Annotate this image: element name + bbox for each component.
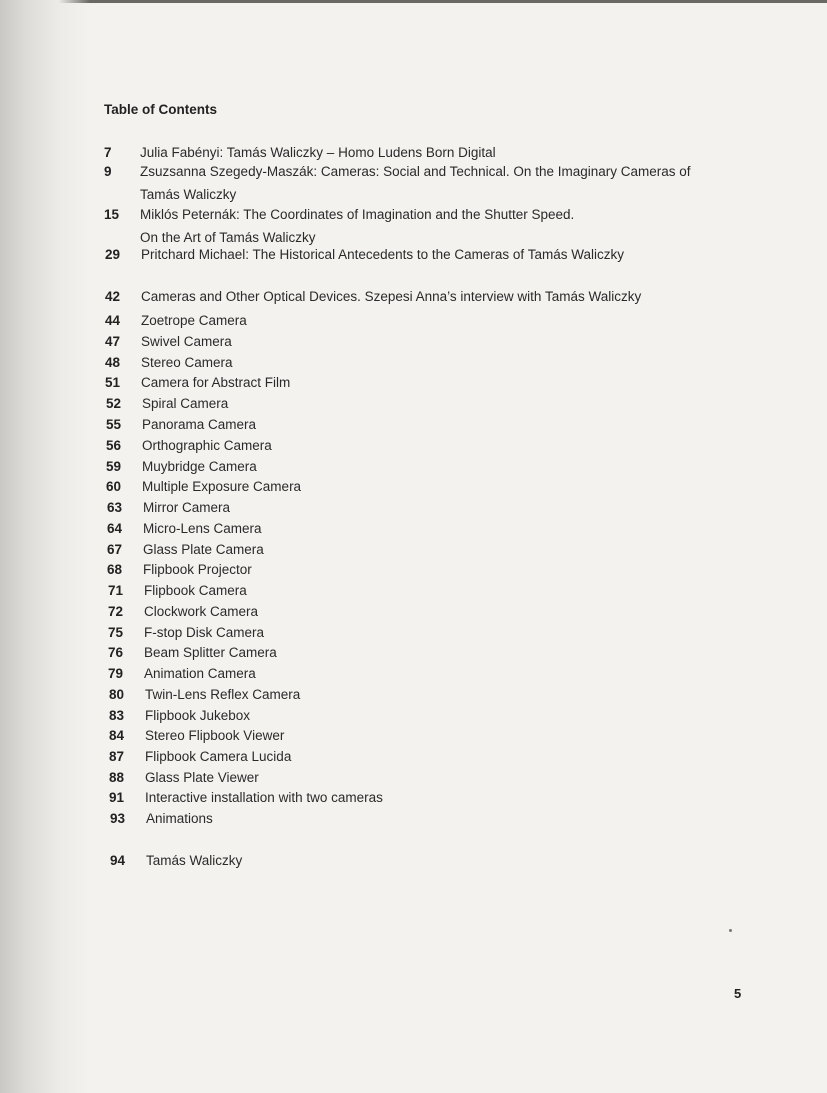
toc-entry [109, 683, 300, 706]
toc-entry-title: Glass Plate Camera [143, 542, 264, 557]
toc-page-number: 87 [109, 749, 125, 764]
toc-entry-title-line-2: On the Art of Tamás Waliczky [140, 230, 316, 245]
toc-page-number: 83 [109, 708, 125, 723]
toc-page-number: 59 [106, 459, 122, 474]
toc-entry-title: Micro-Lens Camera [143, 521, 262, 536]
toc-entry [105, 243, 624, 266]
page-top-edge [0, 0, 827, 3]
toc-entry-title: Spiral Camera [142, 396, 229, 411]
toc-page-number: 79 [108, 666, 124, 681]
toc-page-number: 76 [108, 645, 124, 660]
toc-entry-title: Stereo Camera [141, 355, 233, 370]
toc-entry-title: Glass Plate Viewer [145, 770, 259, 785]
toc-page-number: 71 [108, 583, 124, 598]
toc-entry-title: Multiple Exposure Camera [142, 479, 302, 494]
toc-entry [107, 517, 262, 540]
toc-entry-title: Animation Camera [144, 666, 256, 681]
toc-page-number: 80 [109, 687, 125, 702]
toc-page-number: 75 [108, 625, 124, 640]
toc-entry-title: Swivel Camera [141, 334, 232, 349]
toc-entry [105, 309, 247, 332]
toc-entry [108, 662, 256, 685]
toc-page-number: 7 [104, 145, 112, 160]
paper-speck [729, 929, 732, 932]
toc-entry-title: Julia Fabényi: Tamás Waliczky – Homo Ludens Born Digital [140, 145, 496, 160]
toc-entry-title: Zsuzsanna Szegedy-Maszák: Cameras: Social and Technical. On the Imaginary Cameras of Tamás Waliczky [140, 164, 691, 202]
toc-entry [105, 371, 290, 394]
toc-page-number: 52 [106, 396, 122, 411]
toc-page-number: 15 [104, 207, 120, 222]
toc-page-number: 29 [105, 247, 121, 262]
toc-page-number: 72 [108, 604, 124, 619]
toc-entry-title: Pritchard Michael: The Historical Antecedents to the Cameras of Tamás Waliczky [141, 247, 624, 262]
toc-page-number: 64 [107, 521, 123, 536]
toc-entry-title: Flipbook Camera Lucida [145, 749, 292, 764]
toc-entry [105, 330, 232, 353]
toc-page-number: 68 [107, 562, 123, 577]
toc-entry [108, 600, 258, 623]
toc-page-number: 84 [109, 728, 125, 743]
toc-entry [109, 745, 291, 768]
toc-page-number: 60 [106, 479, 122, 494]
toc-page-number: 48 [105, 355, 121, 370]
toc-entry-title: F-stop Disk Camera [144, 625, 265, 640]
toc-entry-title: Cameras and Other Optical Devices. Szepesi Anna’s interview with Tamás Waliczky [141, 289, 642, 304]
toc-entry [107, 558, 252, 581]
toc-page-number: 94 [110, 853, 126, 868]
toc-entry-title: Flipbook Projector [143, 562, 252, 577]
toc-entry-title-line-1: Miklós Peternák: The Coordinates of Imagination and the Shutter Speed. [140, 207, 575, 222]
toc-entry-title: Camera for Abstract Film [141, 375, 291, 390]
toc-entry-title: Flipbook Camera [144, 583, 247, 598]
toc-entry-title: Animations [146, 811, 213, 826]
toc-entry [104, 160, 700, 206]
toc-page-number: 44 [105, 313, 121, 328]
toc-page-number: 9 [104, 164, 112, 179]
toc-entry [110, 849, 242, 872]
toc-entry-title: Mirror Camera [143, 500, 231, 515]
page-binding-shadow [0, 0, 90, 1093]
toc-entry [109, 786, 383, 809]
toc-entry-title: Tamás Waliczky [146, 853, 243, 868]
toc-page-number: 63 [107, 500, 123, 515]
toc-page-number: 42 [105, 289, 121, 304]
toc-page-number: 56 [106, 438, 122, 453]
toc-entry-title: Clockwork Camera [144, 604, 259, 619]
toc-page-number: 93 [110, 811, 126, 826]
toc-page-number: 47 [105, 334, 121, 349]
toc-entry [106, 413, 256, 436]
toc-entry-title: Zoetrope Camera [141, 313, 247, 328]
toc-entry-title: Twin-Lens Reflex Camera [145, 687, 301, 702]
toc-entry [109, 724, 284, 747]
toc-entry-title: Panorama Camera [142, 417, 257, 432]
toc-page-number: 67 [107, 542, 123, 557]
page-number: 5 [734, 986, 742, 1001]
toc-entry-title: Interactive installation with two cameras [145, 790, 383, 805]
toc-title: Table of Contents [104, 102, 217, 117]
toc-entry [106, 475, 301, 498]
toc-page-number: 91 [109, 790, 125, 805]
toc-page-number: 51 [105, 375, 121, 390]
toc-page-number: 88 [109, 770, 125, 785]
toc-entry [107, 496, 230, 519]
toc-entry-title: Beam Splitter Camera [144, 645, 277, 660]
toc-entry [108, 579, 247, 602]
toc-entry [106, 434, 272, 457]
toc-entry [105, 285, 641, 308]
toc-page-number: 55 [106, 417, 122, 432]
toc-entry [110, 807, 213, 830]
toc-entry-title: Muybridge Camera [142, 459, 257, 474]
toc-entry-title: Orthographic Camera [142, 438, 272, 453]
toc-entry-title: Stereo Flipbook Viewer [145, 728, 285, 743]
toc-entry [108, 641, 277, 664]
toc-entry-title: Flipbook Jukebox [145, 708, 251, 723]
toc-entry [106, 392, 228, 415]
